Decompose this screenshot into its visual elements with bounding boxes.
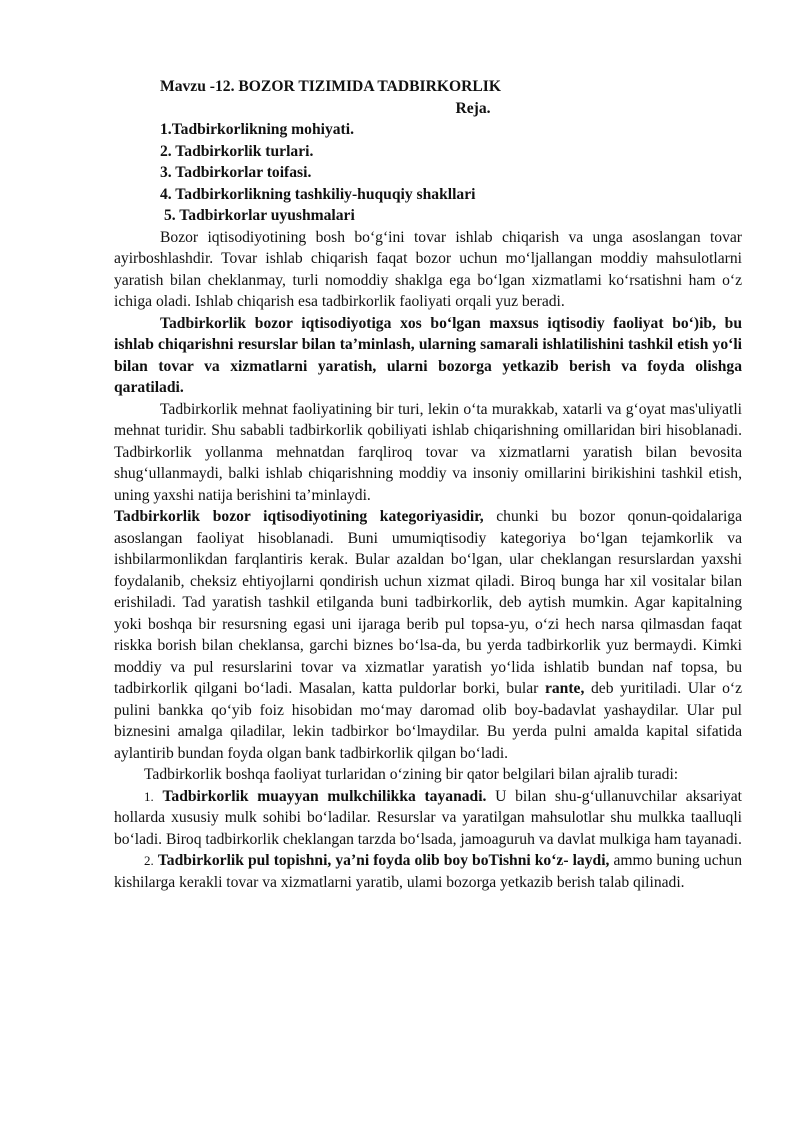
category-lead: Tadbirkorlik bozor iqtisodiyotining kategoriyasidir, xyxy=(114,508,484,525)
paragraph-category xyxy=(114,506,742,764)
plan-item: 5. Tadbirkorlar uyushmalari xyxy=(164,207,355,224)
plan-heading: Reja. xyxy=(455,99,491,117)
list-item-text: U bilan shu-g‘ullanuvchilar aksariyat hollarda xususiy mulk sohibi bo‘ladilar. Resurslar va yaratilgan mahsulotlar shu mulkka taalluqli bo‘ladi. Biroq tadbirkorlik cheklangan tarzda bo‘lsada, jamoaguruh va davlat mulkiga ham tayanadi. xyxy=(114,787,743,848)
list-item-lead: Tadbirkorlik muayyan mulkchilikka tayanadi. xyxy=(162,787,487,805)
rante-term: rante, xyxy=(544,680,585,697)
category-text-end: deb yuritiladi. Ular o‘z pulini bankka qo‘yib foiz hisobidan mo‘may daromad olib boy-badavlat yashaydilar. Ular pul biznesini amalga qiladilar, lekin tadbirkor bo‘lmaydilar. Bu yerda pulni amalda kapital sifatida aylantirib bundan foyda olgan bank tadbirkorlik qilgan bo‘ladi. xyxy=(114,680,743,762)
paragraph-features: Tadbirkorlik boshqa faoliyat turlaridan o‘zining bir qator belgilari bilan ajralib turadi: xyxy=(144,766,679,783)
list-item xyxy=(114,850,742,893)
plan-item: 3. Tadbirkorlar toifasi. xyxy=(160,164,312,181)
list-number: 2. xyxy=(144,853,154,868)
paragraph-labor: Tadbirkorlik mehnat faoliyatining bir turi, lekin o‘ta murakkab, xatarli va g‘oyat mas'uliyatli mehnat turidir. Shu sababli tadbirkorlik qobiliyati ishlab chiqarishning omillaridan biri hisoblanadi. Tadbirkorlik yollanma mehnatdan farqliroq tovar va xizmatlarni yaratish bilan bevosita shug‘ullanmaydi, balki ishlab chiqarishning moddiy va insoniy omillarini birikishini tashkil etish, uning yaxshi natija berishini ta’minlaydi. xyxy=(114,400,742,504)
page-title: Mavzu -12. BOZOR TIZIMIDA TADBIRKORLIK xyxy=(160,78,501,95)
list-item-text: ammo buning uchun kishilarga kerakli tovar va xizmatlarni yaratib, ulami bozorga yetkazib berish talab qilinadi. xyxy=(114,852,743,891)
list-item-lead: Tadbirkorlik pul topishni, ya’ni foyda olib boy boTishni ko‘z- laydi, xyxy=(157,852,610,869)
plan-list xyxy=(114,119,742,227)
list-item xyxy=(114,786,742,851)
plan-item: 1.Tadbirkorlikning mohiyati. xyxy=(160,121,354,138)
paragraph-intro: Bozor iqtisodiyotining bosh bo‘g‘ini tovar ishlab chiqarish va unga asoslangan tovar ayirboshlashdir. Tovar ishlab chiqarish faqat bozor uchun mo‘ljallangan moddiy mahsulotlarni yaratish bilan cheklanmay, turli nomoddiy shaklga ega bo‘lgan xizmatlami ko‘rsatishni ham o‘z ichiga oladi. Ishlab chiqarish esa tadbirkorlik faoliyati orqali yuz beradi. xyxy=(114,228,742,310)
category-text: chunki bu bozor qonun-qoidalariga asoslangan faoliyat hisoblanadi. Buni umumiqtisodiy kategoriya bo‘lgan tejamkorlik va ishbilarmonlikdan farqlantiris kerak. Bular azaldan bo‘lgan, ular cheklangan resurslardan yaxshi foydalanib, cheksiz ehtiyojlarni qondirish uchun xizmat qiladi. Biroq bunga har xil vositalar bilan erishiladi. Tad yaratish tashkil etilganda buni tadbirkorlik, deb aytish mumkin. Agar kapitalning yoki boshqa bir resursning egasi uni ijaraga berib pul topsa-yu, o‘zi hech narsa qilmasdan faqat riskka borish bilan cheklansa, garchi biznes bo‘lsa-da, bu yerda tadbirkorlik yuz bermaydi. Kimki moddiy va pul resurslarini tovar va xizmatlar yaratish yo‘lida ishlatib bundan naf topsa, bu tadbirkorlik qilgani bo‘ladi. Masalan, katta puldorlar borki, bular xyxy=(114,508,742,697)
list-number: 1. xyxy=(144,788,154,804)
plan-item: 4. Tadbirkorlikning tashkiliy-huquqiy shakllari xyxy=(160,185,476,203)
plan-item: 2. Tadbirkorlik turlari. xyxy=(160,142,314,160)
paragraph-definition: Tadbirkorlik bozor iqtisodiyotiga xos bo‘lgan maxsus iqtisodiy faoliyat bo‘)ib, bu ishlab chiqarishni resurslar bilan ta’minlash, ularning samarali ishlatilishini tashkil etish yo‘li bilan tovar va xizmatlarni yaratish, ularni bozorga yetkazib berish va foyda olishga qaratiladi. xyxy=(114,314,742,396)
